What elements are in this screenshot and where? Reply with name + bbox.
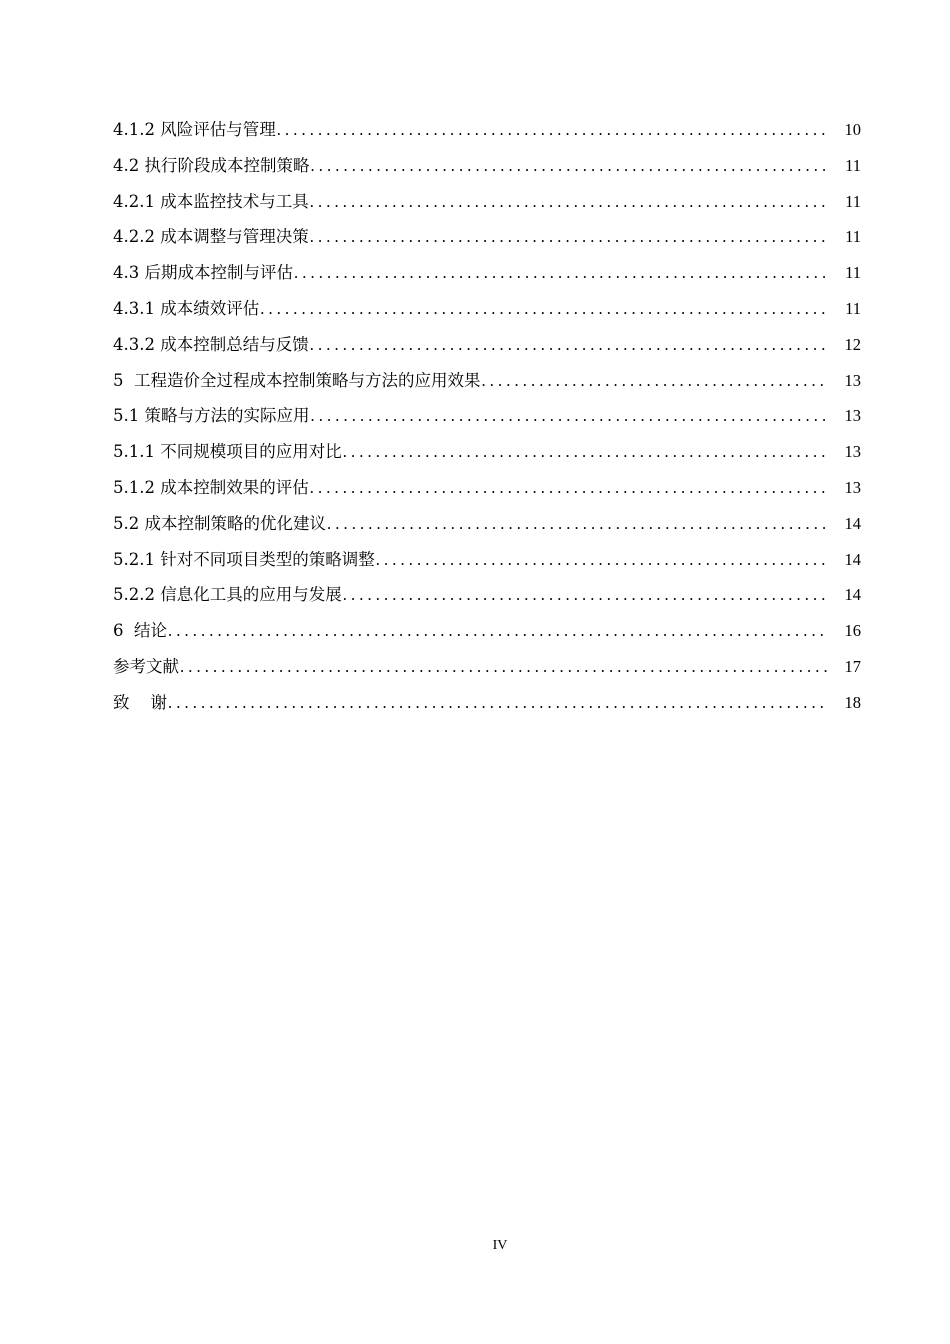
toc-entry-page: 11 [845, 263, 861, 283]
toc-entry-title: 5.2.2 信息化工具的应用与发展 [113, 585, 342, 605]
toc-entry-page: 11 [845, 155, 861, 175]
toc-dot-leader [310, 476, 827, 500]
toc-entry-5[interactable] [113, 369, 861, 405]
toc-entry-page: 11 [845, 298, 861, 318]
toc-entry-title: 致 谢 [113, 692, 167, 712]
toc-entry-title: 4.3.1 成本绩效评估 [113, 298, 260, 318]
toc-dot-leader [180, 655, 827, 679]
toc-entry-references[interactable] [113, 655, 861, 691]
toc-entry-4-3-2[interactable] [113, 333, 861, 369]
toc-dot-leader [310, 190, 827, 214]
toc-entry-title: 5.1.2 成本控制效果的评估 [113, 477, 309, 497]
toc-entry-title: 参考文献 [113, 656, 179, 676]
toc-entry-page: 10 [844, 120, 861, 139]
toc-dot-leader [310, 333, 827, 357]
toc-entry-title: 5.2.1 针对不同项目类型的策略调整 [113, 549, 375, 569]
toc-entry-page: 14 [844, 585, 861, 605]
toc-entry-page: 13 [844, 442, 861, 462]
toc-entry-page: 18 [844, 692, 861, 712]
toc-dot-leader [294, 261, 827, 285]
toc-dot-leader [310, 225, 827, 249]
page-number: IV [492, 1238, 508, 1253]
toc-entry-4-3-1[interactable] [113, 297, 861, 333]
toc-dot-leader [327, 512, 827, 536]
toc-entry-page: 14 [844, 513, 861, 533]
toc-entry-4-2-1[interactable] [113, 190, 861, 226]
toc-dot-leader [168, 619, 827, 643]
toc-dot-leader [482, 369, 828, 393]
toc-entry-title: 5.1 策略与方法的实际应用 [113, 406, 310, 426]
toc-dot-leader [343, 440, 827, 464]
toc-entry-page: 11 [845, 191, 861, 211]
toc-dot-leader [260, 297, 827, 321]
toc-dot-leader [311, 154, 828, 178]
toc-entry-page: 14 [844, 549, 861, 569]
toc-entry-title: 4.3 后期成本控制与评估 [113, 263, 293, 283]
toc-entry-title: 6 结论 [113, 621, 167, 641]
toc-entry-6[interactable] [113, 619, 861, 655]
toc-dot-leader [311, 404, 828, 428]
table-of-contents [113, 118, 861, 727]
toc-entry-title: 5.1.1 不同规模项目的应用对比 [113, 442, 342, 462]
toc-entry-title: 4.2.1 成本监控技术与工具 [113, 191, 309, 211]
toc-entry-4-2[interactable] [113, 154, 861, 190]
toc-entry-5-1-2[interactable] [113, 476, 861, 512]
toc-entry-page: 13 [844, 477, 861, 497]
toc-entry-title: 5 工程造价全过程成本控制策略与方法的应用效果 [113, 370, 481, 390]
toc-entry-title: 4.2 执行阶段成本控制策略 [113, 155, 310, 175]
toc-entry-5-2-2[interactable] [113, 583, 861, 619]
toc-entry-title: 5.2 成本控制策略的优化建议 [113, 513, 326, 533]
toc-entry-5-2-1[interactable] [113, 548, 861, 584]
toc-entry-4-1-2[interactable] [113, 118, 861, 154]
toc-entry-page: 12 [844, 334, 861, 354]
toc-entry-4-2-2[interactable] [113, 225, 861, 261]
toc-dot-leader [168, 691, 827, 715]
toc-entry-page: 13 [844, 406, 861, 426]
toc-dot-leader [343, 583, 827, 607]
toc-entry-page: 11 [845, 227, 861, 247]
toc-entry-5-1[interactable] [113, 404, 861, 440]
toc-entry-title: 4.3.2 成本控制总结与反馈 [113, 334, 309, 354]
toc-entry-5-2[interactable] [113, 512, 861, 548]
toc-entry-title: 4.2.2 成本调整与管理决策 [113, 227, 309, 247]
toc-entry-page: 17 [844, 656, 861, 676]
toc-entry-5-1-1[interactable] [113, 440, 861, 476]
toc-entry-4-3[interactable] [113, 261, 861, 297]
toc-entry-page: 16 [844, 621, 861, 641]
toc-dot-leader [277, 118, 827, 142]
toc-dot-leader [376, 548, 827, 572]
toc-entry-acknowledgements[interactable] [113, 691, 861, 727]
toc-entry-page: 13 [844, 370, 861, 390]
toc-entry-title: 4.1.2 风险评估与管理 [113, 120, 276, 139]
